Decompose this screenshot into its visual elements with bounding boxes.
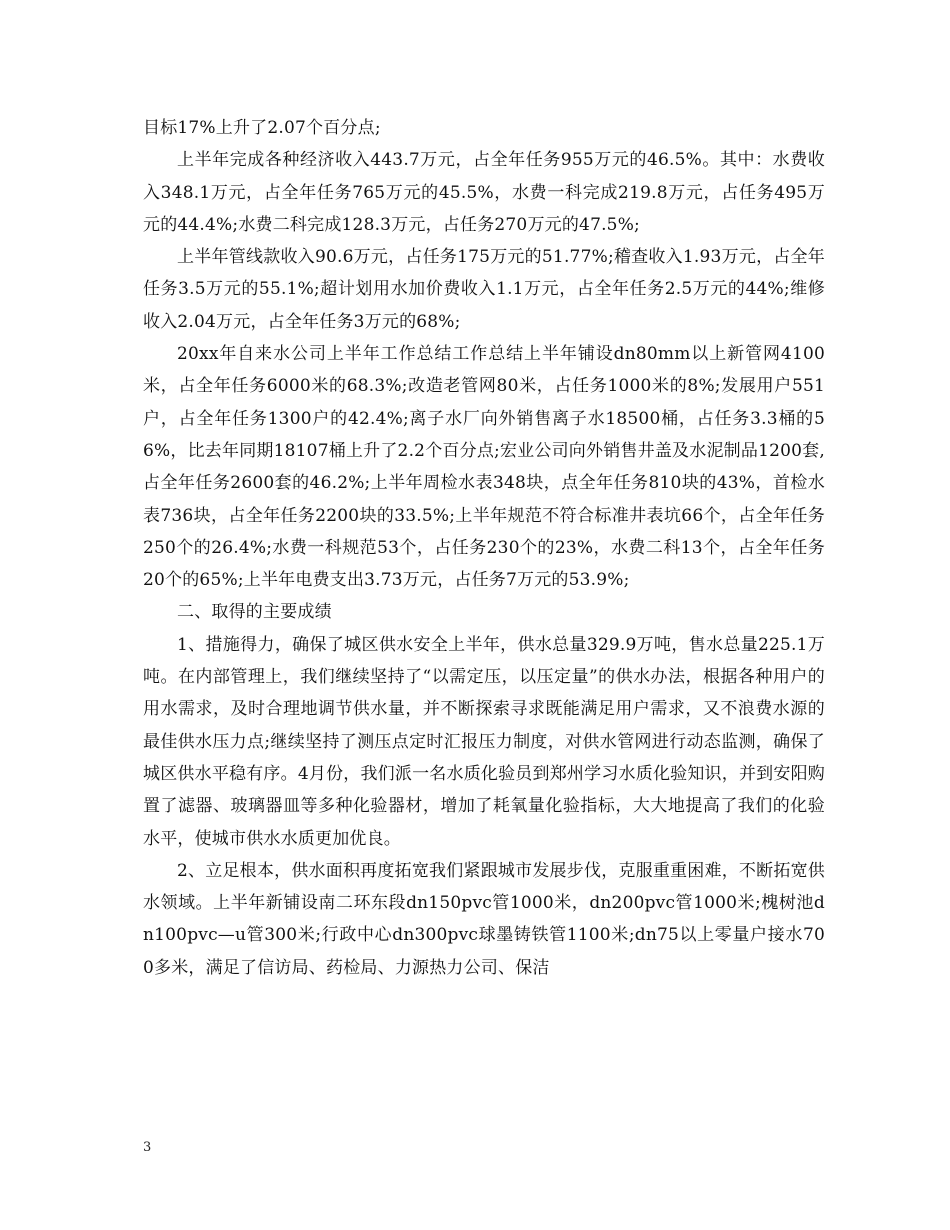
paragraph-5: 1、措施得力，确保了城区供水安全上半年，供水总量329.9万吨，售水总量225.1万吨。在内部管理上，我们继续坚持了“以需定压，以压定量”的供水办法，根据各种用户的用水需求，及时合理地调节供水量，并不断探索寻求既能满足用户需求，又不浪费水源的最佳供水压力点;继续坚持了测压点定时汇报压力制度，对供水管网进行动态监测，确保了城区供水平稳有序。4月份，我们派一名水质化验员到郑州学习水质化验知识，并到安阳购置了滤器、玻璃器皿等多种化验器材，增加了耗氧量化验指标，大大地提高了我们的化验水平，使城市供水水质更加优良。 (143, 634, 825, 849)
page-number: 3 (143, 1140, 152, 1155)
paragraph-1: 目标17%上升了2.07个百分点; (143, 118, 381, 138)
paragraph-4: 20xx年自来水公司上半年工作总结工作总结上半年铺设dn80mm以上新管网4100米，占全年任务6000米的68.3%;改造老管网80米，占任务1000米的8%;发展用户551户，占全年任务1300户的42.4%;离子水厂向外销售离子水18500桶，占任务3.3桶的56%，比去年同期18107桶上升了2.2个百分点;宏业公司向外销售井盖及水泥制品1200套,占全年任务2600套的46.2%;上半年周检水表348块，点全年任务810块的43%，首检水表736块，占全年任务2200块的33.5%;上半年规范不符合标准井表坑66个，占全年任务250个的26.4%;水费一科规范53个，占任务230个的23%，水费二科13个，占全年任务20个的65%;上半年电费支出3.73万元，占任务7万元的53.9%; (143, 344, 825, 591)
paragraph-3: 上半年管线款收入90.6万元，占任务175万元的51.77%;稽查收入1.93万元，占全年任务3.5万元的55.1%;超计划用水加价费收入1.1万元，占全年任务2.5万元的44%;维修收入2.04万元，占全年任务3万元的68%; (143, 247, 825, 332)
paragraph-2: 上半年完成各种经济收入443.7万元，占全年任务955万元的46.5%。其中：水费收入348.1万元，占全年任务765万元的45.5%，水费一科完成219.8万元，占任务495万元的44.4%;水费二科完成128.3万元，占任务270万元的47.5%; (143, 150, 825, 235)
body-text (143, 112, 825, 984)
section-heading: 二、取得的主要成绩 (177, 602, 332, 623)
paragraph-6: 2、立足根本，供水面积再度拓宽我们紧跟城市发展步伐，克服重重困难，不断拓宽供水领域。上半年新铺设南二环东段dn150pvc管1000米，dn200pvc管1000米;槐树池dn100pvc—u管300米;行政中心dn300pvc球墨铸铁管1100米;dn75以上零量户接水700多米，满足了信访局、药检局、力源热力公司、保洁 (143, 860, 825, 978)
